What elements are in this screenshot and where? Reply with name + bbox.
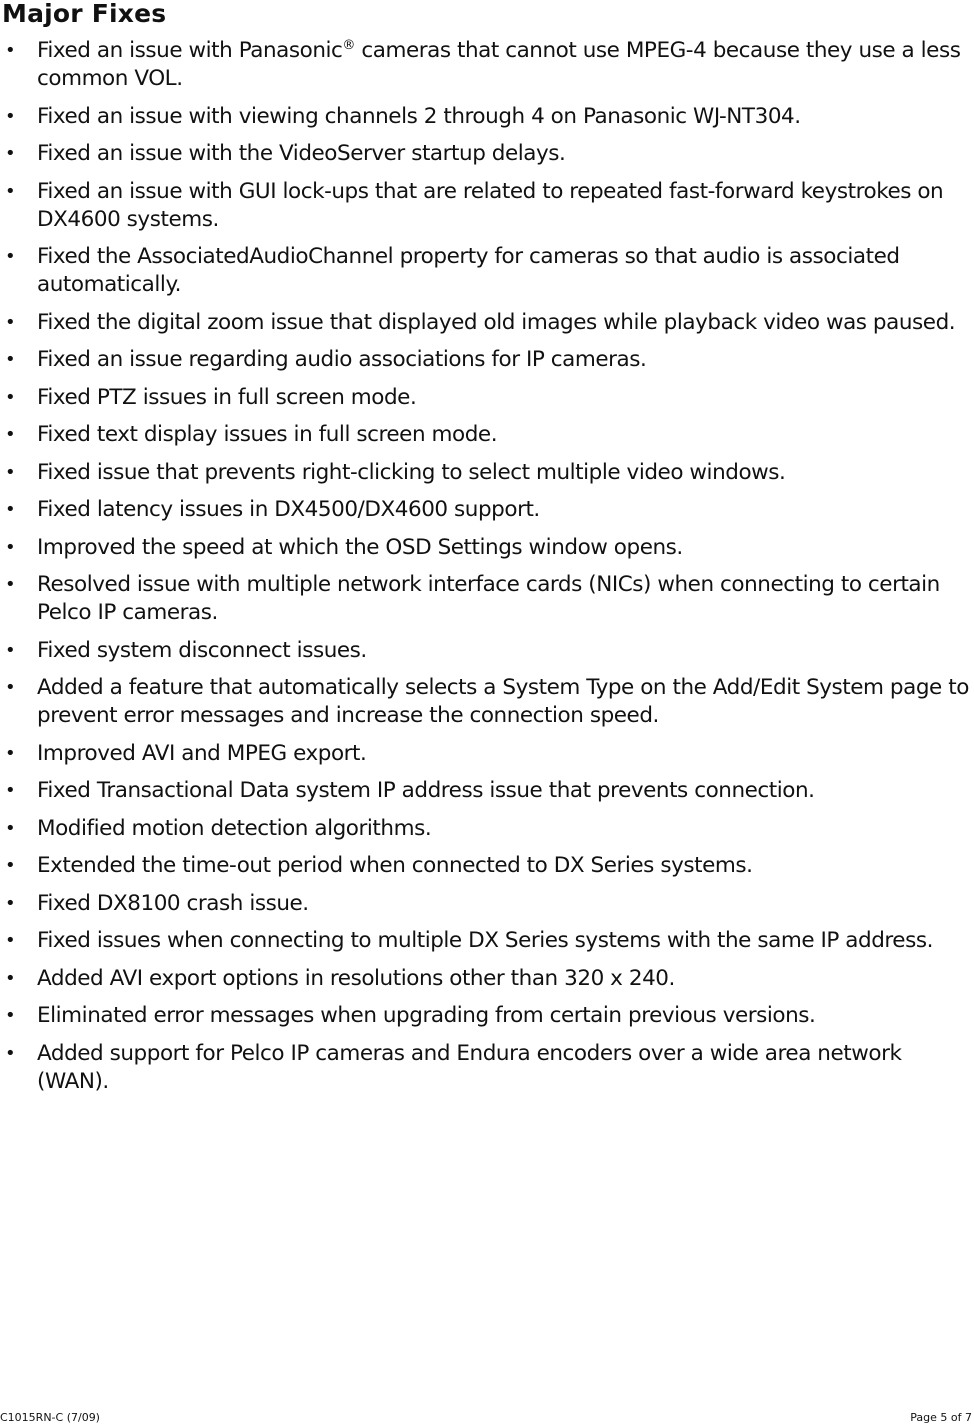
bullet: • [5,349,16,370]
fix-text: Added AVI export options in resolutions other than 320 x 240. [37,965,675,991]
fix-text: Improved the speed at which the OSD Settings window opens. [37,534,683,560]
bullet: • [5,246,16,267]
fix-text: Fixed an issue with viewing channels 2 through 4 on Panasonic WJ-NT304. [37,103,801,129]
fix-text: Added support for Pelco IP cameras and Endura encoders over a wide area network (WAN). [37,1040,902,1094]
bullet: • [5,677,16,698]
bullet: • [5,742,16,764]
bullet: • [5,311,16,333]
bullet: • [5,639,16,661]
bullet: • [5,1042,16,1064]
fix-text: Fixed Transactional Data system IP address issue that prevents connection. [37,778,815,803]
fix-item-2 [0,103,974,131]
fix-text: Fixed latency issues in DX4500/DX4600 support. [37,497,540,522]
fix-item-22 [0,965,974,993]
fix-item-9 [0,421,974,449]
fix-item-16 [0,740,974,768]
fix-text: Fixed the digital zoom issue that displayed old images while playback video was paused. [37,309,956,335]
fix-item-4 [0,178,974,234]
fix-item-18 [0,815,974,843]
fix-text: Eliminated error messages when upgrading from certain previous versions. [37,1003,816,1028]
fix-item-1 [0,37,974,93]
fix-item-14 [0,637,974,665]
bullet: • [5,817,16,839]
bullet: • [5,424,16,445]
bullet: • [5,1005,16,1026]
fix-item-5 [0,243,974,299]
page-number: Page 5 of 7 [910,1411,972,1424]
bullet: • [5,180,16,202]
bullet: • [5,536,16,558]
fix-text: Improved AVI and MPEG export. [37,740,367,766]
fix-text: Fixed issues when connecting to multiple DX Series systems with the same IP address. [37,928,933,953]
bullet: • [5,780,16,801]
fix-item-17 [0,777,974,805]
bullet: • [5,143,16,164]
fix-text: Fixed the AssociatedAudioChannel property for cameras so that audio is associated automatically. [37,244,900,297]
registered-mark: ® [342,38,355,53]
fix-text: Fixed issue that prevents right-clicking to select multiple video windows. [37,459,786,485]
major-fixes-list [0,37,974,1105]
document-code: C1015RN-C (7/09) [0,1411,100,1424]
fix-item-8 [0,384,974,412]
fix-item-20 [0,890,974,918]
fix-text: Fixed an issue with GUI lock-ups that are related to repeated fast-forward keystrokes on DX4600 systems. [37,178,944,232]
fix-item-13 [0,571,974,627]
fix-item-10 [0,459,974,487]
bullet: • [5,105,16,127]
fix-text: Fixed system disconnect issues. [37,637,367,663]
fix-item-21 [0,927,974,955]
fix-item-15 [0,674,974,730]
fix-item-24 [0,1040,974,1096]
fix-text: Added a feature that automatically selects a System Type on the Add/Edit System page to prevent error messages and increase the connection speed. [37,675,969,728]
fix-item-23 [0,1002,974,1030]
fix-text: Fixed PTZ issues in full screen mode. [37,384,417,410]
fix-item-12 [0,534,974,562]
bullet: • [5,386,16,408]
bullet: • [5,930,16,951]
bullet: • [5,967,16,989]
bullet: • [5,499,16,520]
bullet: • [5,855,16,876]
bullet: • [5,40,16,61]
fix-text: Fixed an issue with Panasonic® cameras that cannot use MPEG-4 because they use a less common VOL. [37,38,961,91]
bullet: • [5,574,16,595]
fix-text: Fixed an issue regarding audio associations for IP cameras. [37,347,647,372]
fix-item-19 [0,852,974,880]
fix-text: Fixed text display issues in full screen mode. [37,422,498,447]
fix-text: Extended the time-out period when connected to DX Series systems. [37,853,753,878]
fix-text: Fixed an issue with the VideoServer startup delays. [37,141,566,166]
bullet: • [5,461,16,483]
fix-item-3 [0,140,974,168]
fix-item-6 [0,309,974,337]
fix-text: Resolved issue with multiple network interface cards (NICs) when connecting to certain Pelco IP cameras. [37,572,940,625]
fix-item-11 [0,496,974,524]
fix-text: Fixed DX8100 crash issue. [37,890,309,916]
bullet: • [5,892,16,914]
fix-item-7 [0,346,974,374]
section-title: Major Fixes [2,0,167,28]
fix-text: Modified motion detection algorithms. [37,815,432,841]
